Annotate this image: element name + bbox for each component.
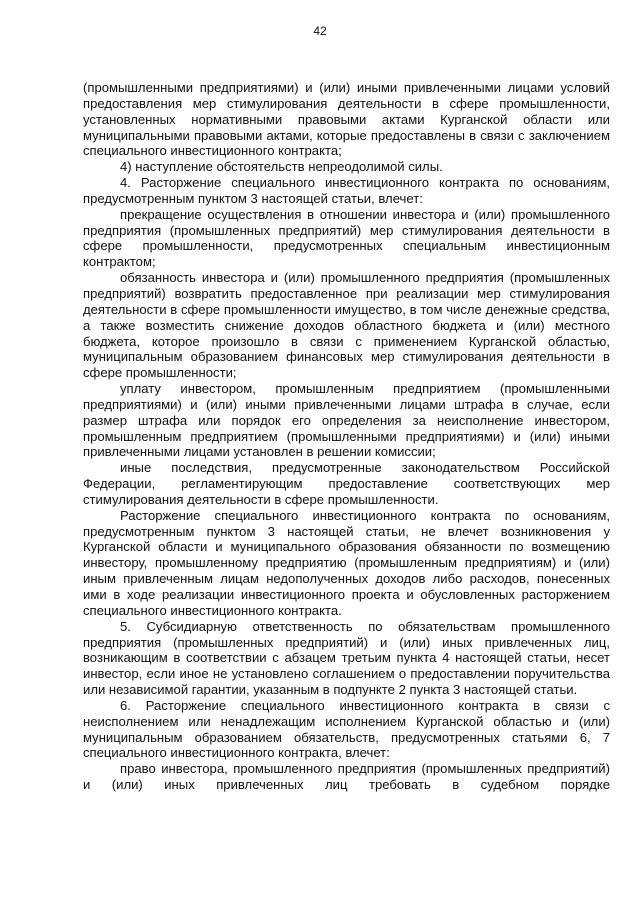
- page-number: 42: [313, 24, 327, 38]
- paragraph-termination-consequences-intro: 4. Расторжение специального инвестиционного контракта по основаниям, предусмотренным пунктом 3 настоящей статьи, влечет:: [83, 175, 610, 206]
- paragraph-force-majeure: 4) наступление обстоятельств непреодолимой силы.: [120, 159, 443, 175]
- paragraph-other-consequences: иные последствия, предусмотренные законодательством Российской Федерации, регламентирующим предоставление соответствующих мер стимулирования деятельности в сфере промышленности.: [83, 460, 610, 507]
- paragraph-conditions-continuation: (промышленными предприятиями) и (или) иными привлеченными лицами условий предоставления мер стимулирования деятельности в сфере промышленности, установленных нормативными правовыми актами Курганской области или муниципальными правовыми актами, которые предоставлены в связи с заключением специального инвестиционного контракта;: [83, 80, 610, 159]
- paragraph-investor-right: право инвестора, промышленного предприятия (промышленных предприятий) и (или) иных привлеченных лиц требовать в судебном порядке: [83, 761, 610, 793]
- paragraph-subsidiary-liability: 5. Субсидиарную ответственность по обязательствам промышленного предприятия (промышленных предприятий) и (или) иных привлеченных лиц, возникающим в соответствии с абзацем третьим пункта 4 настоящей статьи, несет инвестор, если иное не установлено соглашением о предоставлении поручительства или независимой гарантии, указанным в подпункте 2 пункта 3 настоящей статьи.: [83, 618, 610, 698]
- paragraph-no-compensation: Расторжение специального инвестиционного контракта по основаниям, предусмотренным пунктом 3 настоящей статьи, не влечет возникновения у Курганской области и муниципального образования обязанности по возмещению инвестору, промышленному предприятию (промышленным предприятиям) и (или) иным привлеченным лицам недополученных доходов либо расходов, понесенных ими в ходе реализации инвестиционного проекта и обусловленных расторжением специального инвестиционного контракта.: [83, 507, 610, 618]
- document-body: [83, 80, 610, 793]
- paragraph-return-obligation: обязанность инвестора и (или) промышленного предприятия (промышленных предприятий) возвратить предоставленное при реализации мер стимулирования деятельности в сфере промышленности имущество, в том числе денежные средства, а также возместить снижение доходов областного бюджета и (или) местного бюджета, которое произошло в связи с применением Курганской областью, муниципальным образованием финансовых мер стимулирования деятельности в сфере промышленности;: [83, 270, 610, 381]
- paragraph-termination-of-support: прекращение осуществления в отношении инвестора и (или) промышленного предприятия (промышленных предприятий) мер стимулирования деятельности в сфере промышленности, предусмотренных специальным инвестиционным контрактом;: [83, 206, 610, 270]
- paragraph-termination-by-region: 6. Расторжение специального инвестиционного контракта в связи с неисполнением или ненадлежащим исполнением Курганской областью и (или) муниципальным образованием обязательств, предусмотренных статьями 6, 7 специального инвестиционного контракта, влечет:: [83, 697, 610, 761]
- paragraph-penalty-payment: уплату инвестором, промышленным предприятием (промышленными предприятиями) и (или) иными привлеченными лицами штрафа в случае, если размер штрафа или порядок его определения за неисполнение инвестором, промышленным предприятием (промышленными предприятиями) и (или) иными привлеченными лицами установлен в решении комиссии;: [83, 381, 610, 460]
